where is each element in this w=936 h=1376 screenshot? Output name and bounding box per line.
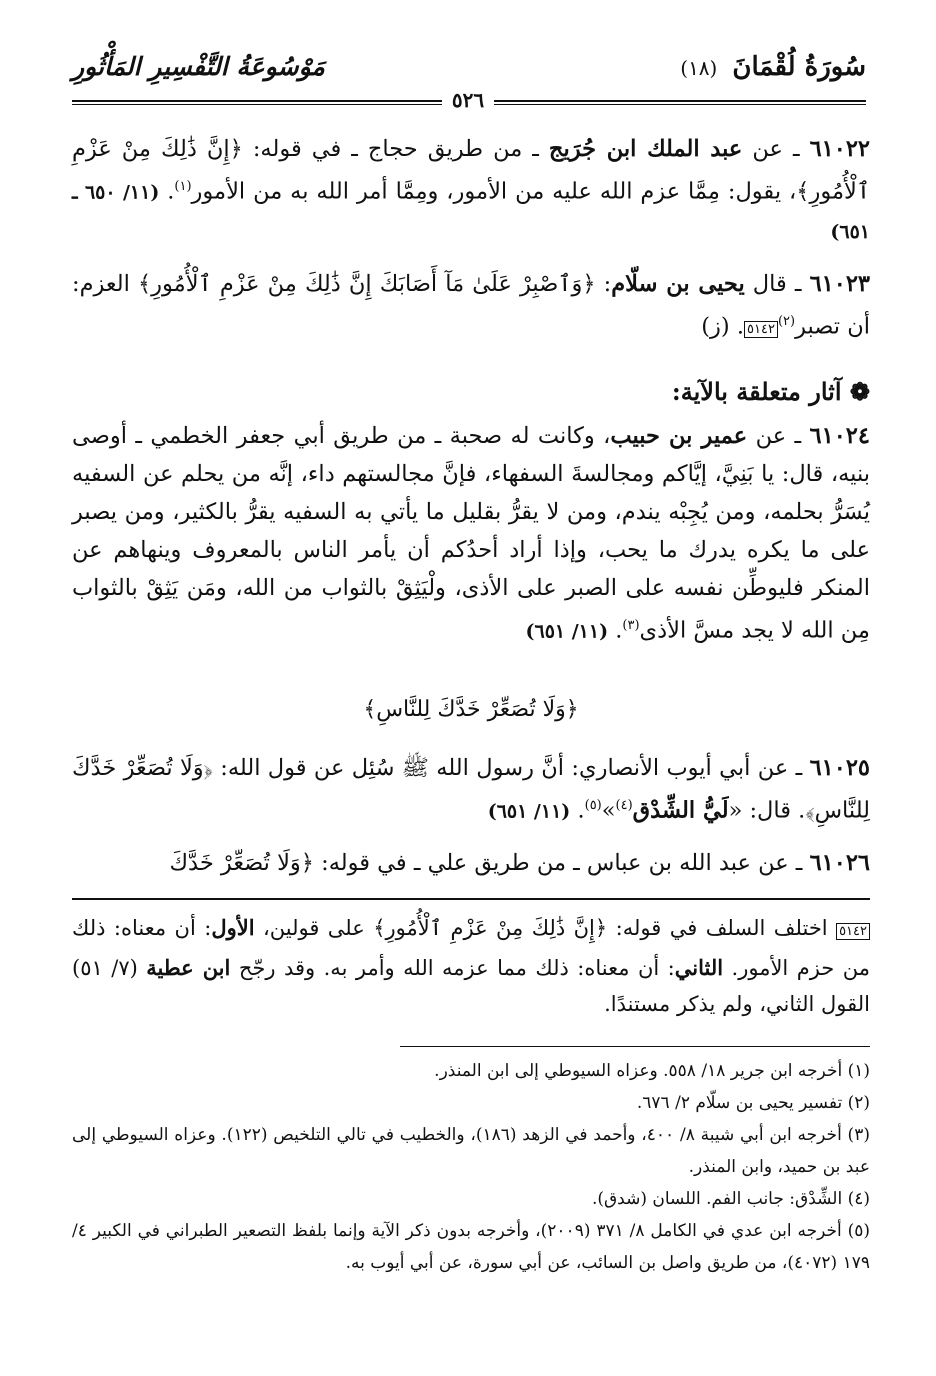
footnote-5: (٥) أخرجه ابن عدي في الكامل ٨/ ٣٧١ (٢٠٠٩)، وأخرجه بدون ذكر الآية وإنما بلفظ التصعير الطبراني في الكبير ٤/ ١٧٩ (٤٠٧٢)، من طريق واصل بن السائب، عن أبي سورة، عن أبي أيوب به.: [72, 1221, 871, 1273]
note-separator: [72, 898, 870, 900]
narrator-name: عبد الملك ابن جُرَيج: [548, 136, 743, 162]
footnote-4: (٤) الشِّدْق: جانب الفم. اللسان (شدق).: [591, 1189, 870, 1209]
footnote-1: (١) أخرجه ابن جرير ١٨/ ٥٥٨. وعزاه السيوطي إلى ابن المنذر.: [434, 1061, 870, 1081]
text: »: [601, 797, 616, 823]
text: ـ قال: [744, 270, 810, 297]
hadith-answer: لَيُّ الشِّدْق: [632, 797, 729, 823]
book-title: مَوْسُوعَةُ التَّفْسِيرِ المَأْثُورِ: [72, 52, 325, 81]
text: . (ز): [701, 313, 745, 339]
text: :: [595, 270, 612, 297]
narration-61024: [72, 417, 870, 651]
narrator-name: عمير بن حبيب: [610, 423, 748, 449]
text: العزم: أن تصبر: [72, 270, 870, 339]
footnote-marker: (٢): [777, 313, 796, 329]
reference: (١١/ ٦٥١): [525, 620, 609, 643]
ayah-heading: ﴿وَلَا تُصَعِّرْ خَدَّكَ لِلنَّاسِ﴾: [363, 696, 579, 722]
opinion-second: الثاني: [674, 955, 724, 980]
text: ـ من طريق حجاج ـ في قوله:: [242, 136, 549, 162]
note-marker-box: ٥١٤٢: [744, 321, 778, 338]
footnote-marker: (٣): [622, 618, 640, 633]
text: .: [570, 797, 585, 823]
section-title: آثار متعلقة بالآية:: [671, 377, 842, 406]
quran-quote: ﴿إِنَّ ذَٰلِكَ مِنْ عَزْمِ ٱلْأُمُورِ﴾: [72, 136, 871, 205]
quran-quote: ﴿وَلَا تُصَعِّرْ خَدَّكَ لِلنَّاسِ﴾: [72, 754, 870, 823]
narration-number: ٦١٠٢٢: [809, 136, 870, 162]
footnote-rule: [400, 1046, 870, 1047]
quran-quote: ﴿وَٱصْبِرْ عَلَىٰ مَآ أَصَابَكَ إِنَّ ذَٰلِكَ مِنْ عَزْمِ ٱلْأُمُورِ﴾: [137, 270, 596, 297]
text: ، يقول: مِمَّا عزم الله عليه من الأمور، ومِمَّا أمر الله به من الأمور: [191, 178, 797, 205]
text: : أن معناه: ذلك مما عزمه الله وأمر به. وقد رجّح: [230, 956, 675, 980]
narration-number: ٦١٠٢٣: [809, 270, 870, 297]
scholar-name: ابن عطية: [146, 955, 231, 980]
text: ، وكانت له صحبة ـ من طريق أبي جعفر الخطمي ـ أوصى بنيه، قال: يا بَنِيَّ، إيَّاكم ومجالسةَ السفهاء، فإنَّ مجالستهم داء، إنَّه من يحلم عن السفيه يُسَرُّ بحلمه، ومن يُجِبْه يندم، ومن لا يقرُّ بقليل ما يأتي به السفيه يقرُّ بالكثير، ومن يصبر على ما يكره يدرك ما يحب، وإذا أراد أحدُكم أن يأمر الناس بالمعروف وينهاهم عن المنكر فليوطِّن نفسه على الصبر على الأذى، ولْيَثِقْ بالثواب من الله، ومَن يَثِقْ بالثواب مِن الله لا يجد مسَّ الأذى: [72, 423, 870, 644]
text: ـ عن عبد الله بن عباس ـ من طريق علي ـ في قوله:: [313, 850, 810, 876]
quran-quote: ﴿وَلَا تُصَعِّرْ خَدَّكَ: [169, 850, 314, 876]
scholar-note: [72, 910, 870, 1022]
surah-title: [680, 52, 866, 82]
text: .: [159, 178, 175, 205]
page-body: [72, 130, 870, 1279]
text: ـ عن: [742, 136, 810, 162]
text: ـ عن أبي أيوب الأنصاري: أنَّ رسول الله ﷺ سُئِل عن قول الله:: [212, 754, 810, 781]
quran-quote: ﴿إِنَّ ذَٰلِكَ مِنْ عَزْمِ ٱلْأُمُورِ﴾: [373, 916, 608, 940]
narration-number: ٦١٠٢٦: [809, 850, 870, 876]
reference: (١١/ ٦٥٠ ـ ٦٥١): [72, 181, 870, 243]
page-number-container: [0, 88, 936, 112]
narrator-name: يحيى بن سلّام: [611, 270, 745, 297]
text: .: [608, 617, 623, 644]
opinion-first: الأول: [211, 915, 255, 940]
footnote-marker: (١): [174, 179, 192, 194]
footnotes: [72, 1055, 870, 1279]
text: على قولين،: [254, 916, 374, 940]
section-heading: [72, 373, 870, 411]
page-number: ٥٢٦: [442, 88, 494, 112]
flower-icon: ❁: [849, 377, 870, 406]
footnote-2: (٢) تفسير يحيى بن سلّام ٢/ ٦٧٦.: [636, 1093, 870, 1113]
text: . قال: «: [728, 797, 806, 823]
text: ـ عن: [747, 423, 810, 449]
narration-61023: [72, 265, 870, 350]
surah-name: سُورَةُ لُقْمَانَ: [732, 52, 866, 82]
narration-61025: [72, 749, 870, 831]
footnote-marker: (٤): [615, 797, 633, 813]
text: (٧/ ٥١) القول الثاني، ولم يذكر مستندًا.: [72, 956, 870, 1016]
narration-61022: [72, 130, 870, 251]
footnote-3: (٣) أخرجه ابن أبي شيبة ٨/ ٤٠٠، وأحمد في الزهد (١٨٦)، والخطيب في تالي التلخيص (١٢٢). وعزاه السيوطي إلى عبد بن حميد، وابن المنذر.: [72, 1125, 870, 1177]
footnote-marker: (٥): [584, 797, 602, 813]
narration-61026: [72, 844, 870, 882]
note-marker-box: ٥١٤٢: [836, 923, 870, 940]
reference: (١١/ ٦٥١): [487, 800, 571, 822]
text: اختلف السلف في قوله:: [607, 916, 837, 940]
narration-number: ٦١٠٢٤: [809, 423, 870, 449]
surah-verse: (١٨): [680, 56, 718, 80]
narration-number: ٦١٠٢٥: [809, 754, 870, 781]
text: : أن معناه: ذلك من حزم الأمور.: [72, 916, 870, 980]
